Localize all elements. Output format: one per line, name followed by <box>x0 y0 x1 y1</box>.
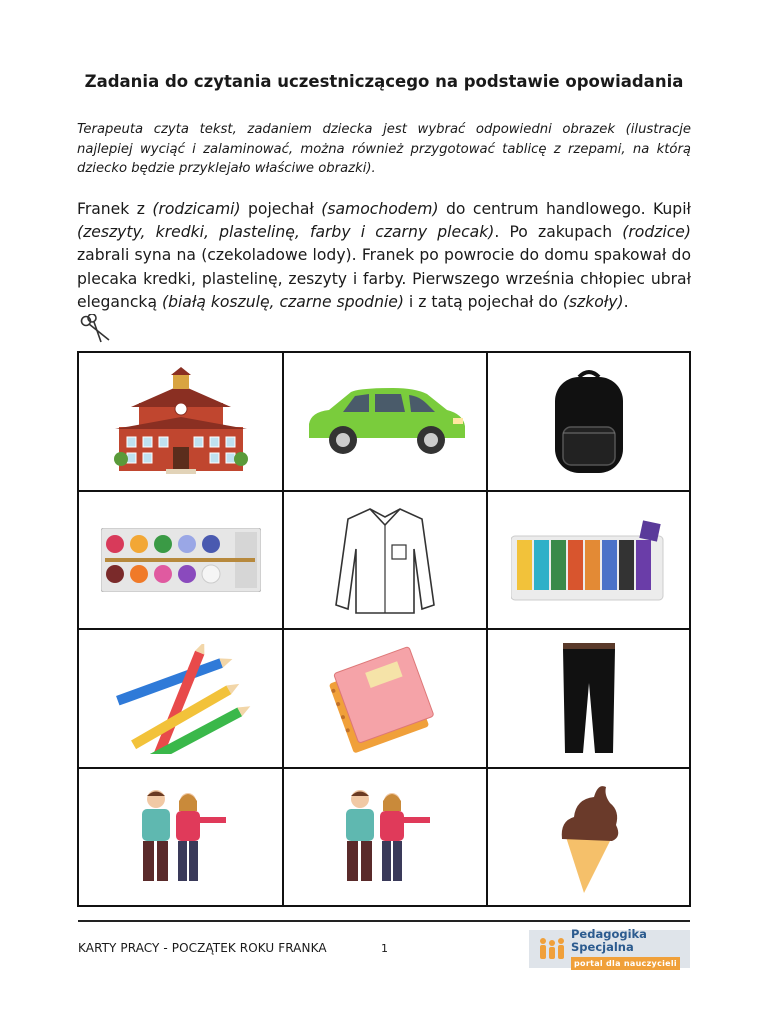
story-text: Franek z (rodzicami) pojechał (samochodem) do centrum handlowego. Kupił (zeszyty, kredki, plastelinę, farby i czarny plecak). Po zakupach (rodzice) zabrali syna na (czekoladowe lody). Franek po powrocie do domu spakował do plecaka kredki, plastelinę, zeszyty i farby. Pierwszego września chłopiec ubrał elegancką (białą koszulę, czarne spodnie) i z tatą pojechał do (szkoły). <box>77 200 691 311</box>
logo <box>529 927 690 968</box>
logo-subtitle: portal dla nauczycieli <box>571 957 680 970</box>
cell-parents-2[interactable] <box>284 769 488 905</box>
car-icon <box>303 384 468 459</box>
notebooks-icon <box>325 644 445 754</box>
cell-school[interactable] <box>79 353 284 492</box>
cell-parents-1[interactable] <box>79 769 284 905</box>
cell-car[interactable] <box>284 353 488 492</box>
cell-shirt[interactable] <box>284 492 488 630</box>
cell-backpack[interactable] <box>488 353 689 492</box>
cell-trousers[interactable] <box>488 630 689 769</box>
page-title: Zadania do czytania uczestniczącego na podstawie opowiadania <box>84 72 684 91</box>
cell-paints[interactable] <box>79 492 284 630</box>
cell-notebooks[interactable] <box>284 630 488 769</box>
cell-ice-cream[interactable] <box>488 769 689 905</box>
shirt-icon <box>330 505 440 615</box>
paints-icon <box>101 528 261 592</box>
picture-grid <box>77 351 691 907</box>
scissors-icon <box>79 314 113 344</box>
crayons-icon <box>111 644 251 754</box>
ice-cream-icon <box>554 781 624 893</box>
plasticine-icon <box>511 518 666 602</box>
footer-title: KARTY PRACY - POCZĄTEK ROKU FRANKA <box>78 941 327 955</box>
parents-icon <box>126 787 236 887</box>
cell-crayons[interactable] <box>79 630 284 769</box>
backpack-icon <box>549 367 629 477</box>
page-number: 1 <box>381 942 388 955</box>
logo-title: Pedagogika Specjalna <box>571 927 647 954</box>
trousers-icon <box>559 643 619 755</box>
instructions: Terapeuta czyta tekst, zadaniem dziecka jest wybrać odpowiedni obrazek (ilustracje najlepiej wyciąć i zalaminować, można również przygotować tablicę z rzepami, na którą dziecko będzie przyklejało właściwe obrazki). <box>77 122 691 176</box>
parents-icon <box>330 787 440 887</box>
people-logo-icon <box>537 936 567 962</box>
footer-divider <box>78 920 690 922</box>
school-icon <box>111 367 251 477</box>
cell-plasticine[interactable] <box>488 492 689 630</box>
